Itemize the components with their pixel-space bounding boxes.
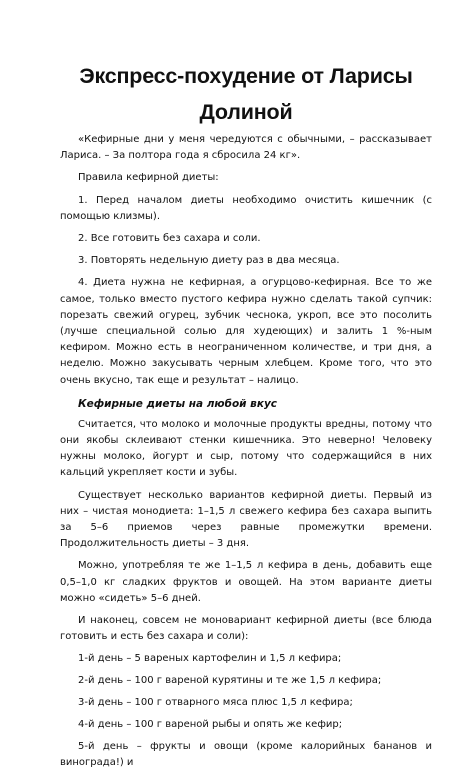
paragraph-variants: Существует несколько вариантов кефирной диеты. Первый из них – чистая монодиета: 1–1,5 л свежего кефира без сахара выпить за 5–6 приемов через равные промежутки времени. Продолжительность диеты – 3 дня. xyxy=(60,489,432,550)
title-line-1: Экспресс-похудение от Ларисы xyxy=(79,64,413,88)
paragraph-rules-heading: Правила кефирной диеты: xyxy=(78,172,219,184)
paragraph-rule-2: 2. Все готовить без сахара и соли. xyxy=(78,233,261,245)
list-item: 3-й день – 100 г отварного мяса плюс 1,5 л кефира; xyxy=(78,697,353,709)
paragraph-rule-1: 1. Перед началом диеты необходимо очистить кишечник (с помощью клизмы). xyxy=(60,194,432,222)
list-item: 2-й день – 100 г вареной курятины и те же 1,5 л кефира; xyxy=(78,675,382,687)
title-line-2: Долиной xyxy=(199,100,293,124)
diet-days-list xyxy=(60,651,432,771)
paragraph-quote: «Кефирные дни у меня чередуются с обычными, – рассказывает Лариса. – За полтора года я сбросила 24 кг». xyxy=(60,134,432,162)
paragraph-rule-4: 4. Диета нужна не кефирная, а огурцово-кефирная. Все то же самое, только вместо пустого кефира нужно сделать такой супчик: порезать свежий огурец, зубчик чеснока, укроп, все это посолить (лучше специальной солью для худеющих) и залить 1 %-ным кефиром. Можно есть в неограниченном количестве, и три дня, а неделю. Можно закусывать черным хлебцем. Кроме того, что это очень вкусно, так еще и результат – налицо. xyxy=(60,277,432,386)
list-item: 5-й день – фрукты и овощи (кроме калорийных бананов и винограда!) и xyxy=(60,741,432,769)
list-item: 1-й день – 5 вареных картофелин и 1,5 л кефира; xyxy=(78,653,342,665)
section-heading: Кефирные диеты на любой вкус xyxy=(78,397,278,410)
paragraph-fruits: Можно, употребляя те же 1–1,5 л кефира в день, добавить еще 0,5–1,0 кг сладких фруктов и овощей. На этом варианте диеты можно «сидеть» 5–6 дней. xyxy=(60,560,432,604)
list-item: 4-й день – 100 г вареной рыбы и опять же кефир; xyxy=(78,719,343,731)
document-title xyxy=(60,58,432,130)
paragraph-rule-3: 3. Повторять недельную диету раз в два месяца. xyxy=(78,255,340,267)
document-page xyxy=(60,58,432,771)
paragraph-dairy: Считается, что молоко и молочные продукты вредны, потому что они якобы склеивают стенки кишечника. Это неверно! Человеку нужны молоко, йогурт и сыр, потому что содержащийся в них кальций укрепляет кости и зубы. xyxy=(60,418,432,479)
paragraph-finally: И наконец, совсем не моновариант кефирной диеты (все блюда готовить и есть без сахара и соли): xyxy=(60,615,432,643)
